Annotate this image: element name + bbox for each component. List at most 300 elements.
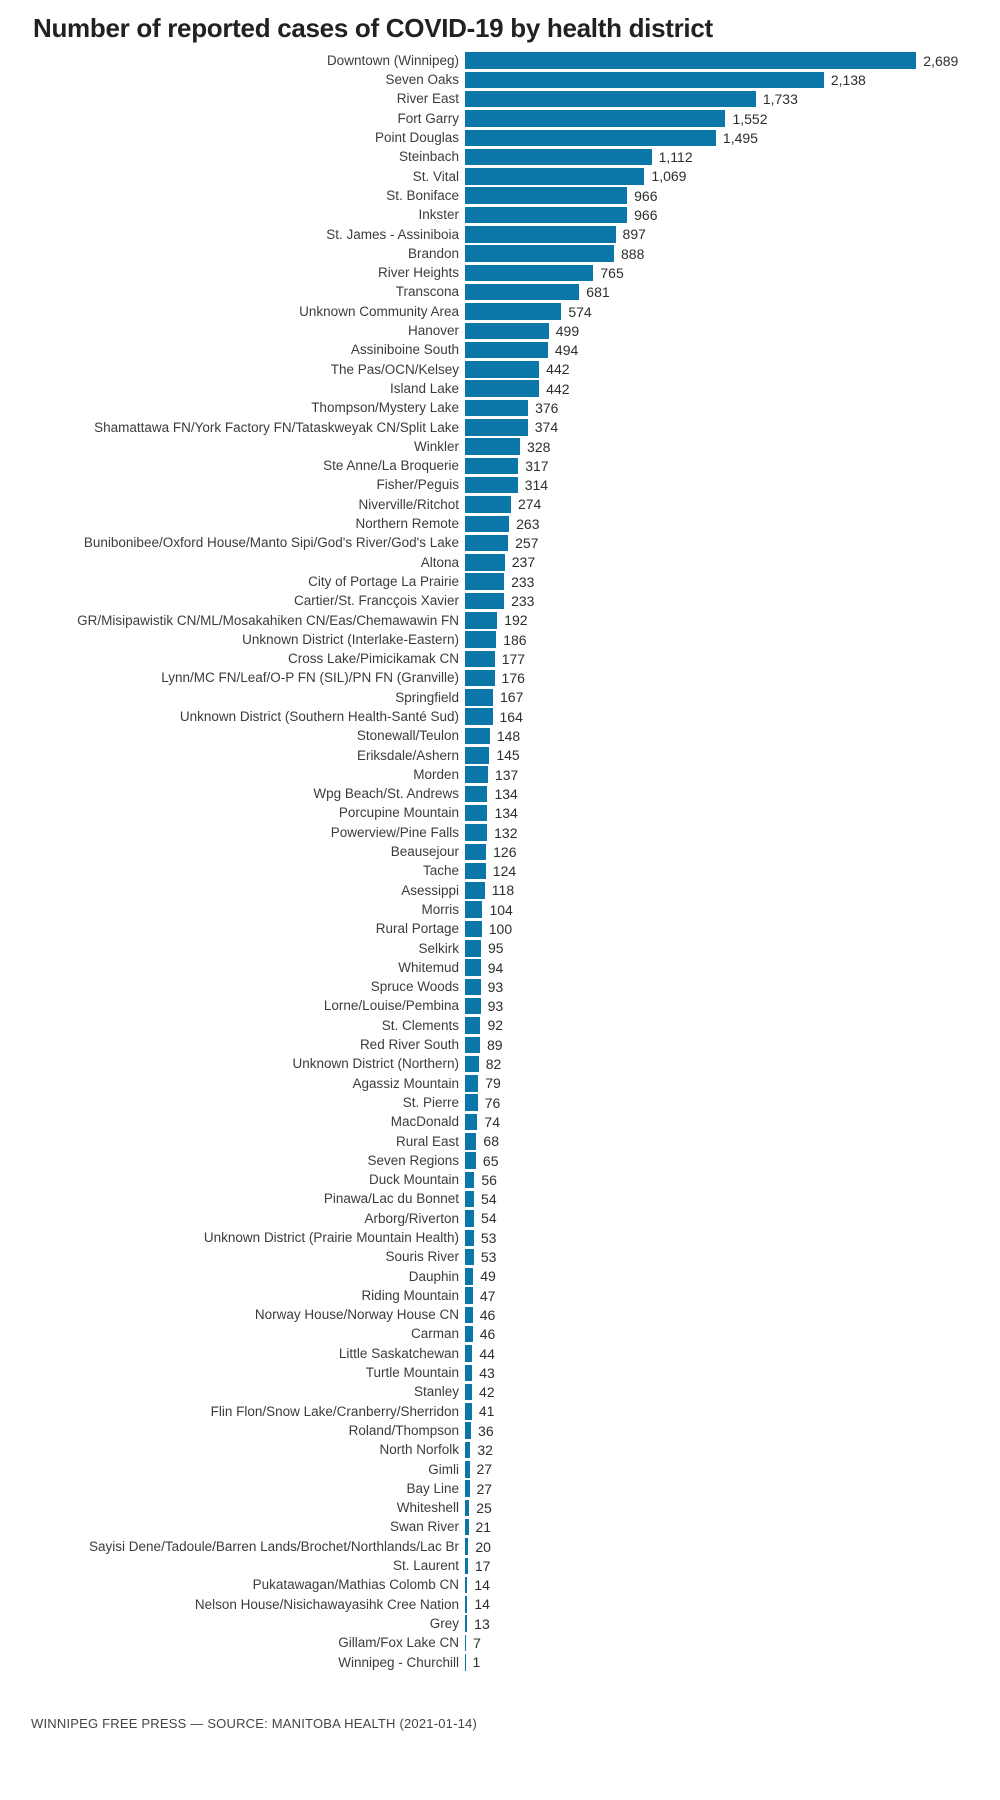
bar-cell <box>465 1382 495 1401</box>
chart-row <box>0 514 1000 533</box>
category-label: Winkler <box>413 438 459 454</box>
bar-cell <box>465 630 527 649</box>
bar-cell <box>465 1247 496 1266</box>
bar <box>465 1191 474 1208</box>
category-label: St. Laurent <box>392 1558 459 1574</box>
chart-row <box>0 340 1000 359</box>
chart-row <box>0 1112 1000 1131</box>
bar <box>465 940 481 957</box>
bar-cell <box>465 572 534 591</box>
value-label: 46 <box>479 1306 496 1323</box>
bar-cell <box>465 1575 490 1594</box>
bar-cell <box>465 688 523 707</box>
category-label: Fisher/Peguis <box>376 477 459 493</box>
value-label: 79 <box>485 1075 501 1092</box>
bar <box>465 1075 478 1092</box>
bar-cell <box>465 437 550 456</box>
value-label: 95 <box>487 940 504 957</box>
value-label: 94 <box>487 959 504 976</box>
chart-row <box>0 321 1000 340</box>
value-label: 442 <box>546 380 570 397</box>
category-label: Thompson/Mystery Lake <box>311 400 459 416</box>
value-label: 148 <box>496 728 521 745</box>
chart-row <box>0 302 1000 321</box>
chart-row <box>0 1054 1000 1073</box>
value-label: 89 <box>486 1036 503 1053</box>
bar <box>465 1558 468 1575</box>
category-label: Morden <box>413 766 459 782</box>
bar-cell <box>465 1170 497 1189</box>
category-label: St. Clements <box>381 1017 459 1033</box>
bar <box>465 1268 473 1285</box>
chart-row <box>0 1402 1000 1421</box>
category-label: City of Portage La Prairie <box>308 573 459 589</box>
value-label: 65 <box>482 1152 499 1169</box>
bar <box>465 1249 474 1266</box>
chart-row <box>0 1575 1000 1594</box>
bar <box>465 361 539 378</box>
category-label: Shamattawa FN/York Factory FN/Tataskweyak CN/Split Lake <box>94 419 459 435</box>
bar-cell <box>465 495 541 514</box>
category-label: Transcona <box>395 284 459 300</box>
category-label: Whiteshell <box>396 1500 459 1516</box>
bar-cell <box>465 553 535 572</box>
value-label: 68 <box>483 1133 499 1150</box>
bar <box>465 149 652 166</box>
category-label: Winnipeg - Churchill <box>338 1654 459 1670</box>
bar-cell <box>465 784 518 803</box>
bar-cell <box>465 1479 492 1498</box>
chart-row <box>0 128 1000 147</box>
bar-cell <box>465 939 504 958</box>
bar-cell <box>465 302 592 321</box>
chart-row <box>0 1518 1000 1537</box>
category-label: Gillam/Fox Lake CN <box>338 1635 459 1651</box>
chart-row <box>0 1305 1000 1324</box>
category-label: Springfield <box>395 689 459 705</box>
value-label: 176 <box>501 670 525 687</box>
chart-row <box>0 1016 1000 1035</box>
chart-row <box>0 167 1000 186</box>
category-label: Steinbach <box>398 149 459 165</box>
category-label: Stanley <box>413 1384 459 1400</box>
bar-cell <box>465 746 520 765</box>
bar-cell <box>465 958 503 977</box>
bar <box>465 535 508 552</box>
bar-cell <box>465 514 539 533</box>
value-label: 74 <box>484 1113 500 1130</box>
bar-cell <box>465 1112 500 1131</box>
bar <box>465 1230 474 1247</box>
bar-cell <box>465 804 518 823</box>
value-label: 134 <box>494 785 518 802</box>
category-label: St. Vital <box>412 168 459 184</box>
chart-row <box>0 1344 1000 1363</box>
category-label: Nelson House/Nisichawayasihk Cree Nation <box>194 1596 459 1612</box>
chart-row <box>0 1556 1000 1575</box>
chart-row <box>0 842 1000 861</box>
bar-cell <box>465 1421 494 1440</box>
chart-row <box>0 147 1000 166</box>
category-label: Asessippi <box>401 882 459 898</box>
chart-row <box>0 398 1000 417</box>
chart-row <box>0 90 1000 109</box>
bar-cell <box>465 1633 481 1652</box>
bar <box>465 631 496 648</box>
bar-cell <box>465 1093 500 1112</box>
category-label: St. James - Assiniboia <box>326 226 459 242</box>
chart-row <box>0 379 1000 398</box>
category-label: Seven Regions <box>367 1152 459 1168</box>
category-label: Lorne/Louise/Pembina <box>323 998 459 1014</box>
chart-row <box>0 456 1000 475</box>
value-label: 499 <box>555 322 580 339</box>
bar-cell <box>465 1267 496 1286</box>
chart-row <box>0 1209 1000 1228</box>
bar <box>465 1365 472 1382</box>
value-label: 46 <box>479 1326 496 1343</box>
chart-row <box>0 1074 1000 1093</box>
chart-row <box>0 186 1000 205</box>
value-label: 93 <box>487 978 504 995</box>
category-label: Unknown District (Northern) <box>292 1056 459 1072</box>
chart-row <box>0 591 1000 610</box>
bar-cell <box>465 726 520 745</box>
bar-cell <box>465 283 610 302</box>
bar <box>465 554 505 571</box>
bar <box>465 979 481 996</box>
chart-row <box>0 765 1000 784</box>
value-label: 20 <box>475 1538 491 1555</box>
value-label: 1 <box>472 1654 481 1671</box>
bar <box>465 728 490 745</box>
chart-row <box>0 225 1000 244</box>
bar <box>465 1654 466 1671</box>
bar-cell <box>465 456 549 475</box>
value-label: 14 <box>474 1596 490 1613</box>
bar-cell <box>465 881 514 900</box>
category-label: Carman <box>410 1326 459 1342</box>
category-label: River Heights <box>377 265 459 281</box>
category-label: St. Pierre <box>402 1094 459 1110</box>
chart-row <box>0 572 1000 591</box>
bar-cell <box>465 1325 495 1344</box>
value-label: 32 <box>477 1442 493 1459</box>
bar <box>465 786 487 803</box>
category-label: Selkirk <box>418 940 459 956</box>
bar-cell <box>465 1344 495 1363</box>
chart-row <box>0 649 1000 668</box>
value-label: 27 <box>476 1461 493 1478</box>
chart-row <box>0 977 1000 996</box>
value-label: 118 <box>491 882 515 899</box>
value-label: 36 <box>478 1422 494 1439</box>
category-label: Whitemud <box>398 959 459 975</box>
value-label: 100 <box>488 921 513 937</box>
category-label: Pinawa/Lac du Bonnet <box>323 1191 459 1207</box>
value-label: 1,112 <box>658 149 693 166</box>
bar-cell <box>465 70 866 89</box>
bar <box>465 419 528 436</box>
category-label: Beausejour <box>390 844 459 860</box>
value-label: 25 <box>476 1499 492 1516</box>
chart-row <box>0 437 1000 456</box>
category-label: Red River South <box>359 1037 459 1053</box>
bar-cell <box>465 128 758 147</box>
bar-cell <box>465 263 624 282</box>
value-label: 132 <box>494 824 518 841</box>
chart-row <box>0 418 1000 437</box>
bar-cell <box>465 1286 495 1305</box>
value-label: 442 <box>546 361 570 378</box>
value-label: 93 <box>487 998 504 1015</box>
chart-row <box>0 1537 1000 1556</box>
bar-cell <box>465 977 503 996</box>
bar <box>465 130 716 147</box>
bar <box>465 1442 470 1459</box>
chart-row <box>0 1228 1000 1247</box>
value-label: 177 <box>501 650 526 667</box>
bar <box>465 1307 473 1324</box>
bar <box>465 380 539 397</box>
bar-cell <box>465 1537 491 1556</box>
bar <box>465 284 579 301</box>
value-label: 134 <box>494 805 518 822</box>
category-label: Rural East <box>395 1133 459 1149</box>
bar <box>465 245 614 262</box>
value-label: 888 <box>621 245 645 262</box>
bar-cell <box>465 476 548 495</box>
bar-cell <box>465 591 534 610</box>
category-label: Grey <box>429 1615 459 1631</box>
bar-cell <box>465 1016 503 1035</box>
bar-cell <box>465 842 517 861</box>
bar-cell <box>465 244 644 263</box>
bar-cell <box>465 1190 497 1209</box>
bar <box>465 1326 473 1343</box>
chart-row <box>0 1267 1000 1286</box>
bar-cell <box>465 1556 490 1575</box>
bar <box>465 670 495 687</box>
bar-cell <box>465 379 570 398</box>
category-label: Downtown (Winnipeg) <box>326 52 459 68</box>
bar <box>465 72 824 89</box>
category-label: Agassiz Mountain <box>352 1075 459 1091</box>
chart-row <box>0 1247 1000 1266</box>
value-label: 314 <box>524 477 549 494</box>
chart-title: Number of reported cases of COVID-19 by health district <box>33 13 713 43</box>
bar-cell <box>465 1614 490 1633</box>
chart-row <box>0 533 1000 552</box>
bar-cell <box>465 398 558 417</box>
category-label: Assiniboine South <box>350 342 459 358</box>
bar <box>465 1094 478 1111</box>
bar <box>465 1403 472 1420</box>
value-label: 56 <box>481 1171 497 1188</box>
category-label: River East <box>396 91 459 107</box>
category-label: Rural Portage <box>375 921 459 937</box>
category-label: Point Douglas <box>374 130 459 146</box>
bar <box>465 651 495 668</box>
chart-row <box>0 707 1000 726</box>
bar-cell <box>465 649 525 668</box>
chart-row <box>0 1479 1000 1498</box>
bar <box>465 168 644 185</box>
value-label: 126 <box>493 843 517 860</box>
chart-row <box>0 205 1000 224</box>
value-label: 42 <box>479 1384 495 1401</box>
bar <box>465 52 916 69</box>
category-label: Hanover <box>407 323 459 339</box>
chart-row <box>0 476 1000 495</box>
category-label: Dauphin <box>408 1268 459 1284</box>
bar-cell <box>465 1209 497 1228</box>
value-label: 54 <box>481 1210 497 1227</box>
value-label: 317 <box>525 457 549 474</box>
bar <box>465 882 485 899</box>
value-label: 1,552 <box>732 110 768 127</box>
category-label: Souris River <box>385 1249 459 1265</box>
value-label: 233 <box>511 573 535 590</box>
category-label: Sayisi Dene/Tadoule/Barren Lands/Brochet/Northlands/Lac Br <box>89 1538 459 1554</box>
chart-row <box>0 746 1000 765</box>
chart-row <box>0 1132 1000 1151</box>
value-label: 494 <box>554 342 579 359</box>
bar <box>465 1172 474 1189</box>
chart-row <box>0 939 1000 958</box>
bar-cell <box>465 900 513 919</box>
value-label: 257 <box>515 535 539 552</box>
bar <box>465 110 725 127</box>
value-label: 1,069 <box>651 168 687 185</box>
value-label: 124 <box>492 863 517 880</box>
bar <box>465 593 504 610</box>
category-label: Unknown Community Area <box>299 303 459 319</box>
value-label: 192 <box>504 612 528 629</box>
bar <box>465 303 561 320</box>
value-label: 47 <box>479 1287 496 1304</box>
value-label: 53 <box>480 1249 497 1266</box>
category-label: Norway House/Norway House CN <box>254 1307 459 1323</box>
value-label: 49 <box>480 1268 496 1285</box>
category-label: Duck Mountain <box>368 1172 459 1188</box>
bar <box>465 689 493 706</box>
chart-row <box>0 1325 1000 1344</box>
category-label: Wpg Beach/St. Andrews <box>313 786 459 802</box>
value-label: 82 <box>485 1056 502 1073</box>
value-label: 54 <box>481 1191 497 1208</box>
chart-row <box>0 611 1000 630</box>
chart-row <box>0 823 1000 842</box>
category-label: Riding Mountain <box>361 1287 459 1303</box>
value-label: 137 <box>494 766 519 783</box>
category-label: Ste Anne/La Broquerie <box>323 458 459 474</box>
category-label: Eriksdale/Ashern <box>356 747 459 763</box>
category-label: Bay Line <box>406 1480 459 1496</box>
chart-row <box>0 1151 1000 1170</box>
category-label: Tache <box>422 863 459 879</box>
value-label: 7 <box>473 1634 481 1651</box>
bar <box>465 323 549 340</box>
value-label: 237 <box>511 554 536 571</box>
bar-cell <box>465 418 558 437</box>
bar <box>465 766 488 783</box>
chart-row <box>0 997 1000 1016</box>
chart-row <box>0 726 1000 745</box>
chart-row <box>0 1614 1000 1633</box>
bar-cell <box>465 51 958 70</box>
chart-row <box>0 630 1000 649</box>
bar-cell <box>465 1305 495 1324</box>
bar-cell <box>465 1132 499 1151</box>
bar-cell <box>465 611 528 630</box>
bar <box>465 1384 472 1401</box>
bar <box>465 1500 469 1517</box>
value-label: 2,689 <box>923 52 959 69</box>
bar <box>465 187 627 204</box>
value-label: 263 <box>516 515 540 532</box>
chart-row <box>0 1286 1000 1305</box>
bar-cell <box>465 225 646 244</box>
value-label: 21 <box>475 1519 492 1536</box>
value-label: 44 <box>479 1345 495 1362</box>
bar <box>465 959 481 976</box>
category-label: Swan River <box>389 1519 459 1535</box>
value-label: 43 <box>479 1364 495 1381</box>
value-label: 233 <box>511 592 535 609</box>
chart-row <box>0 1363 1000 1382</box>
category-label: Unknown District (Southern Health-Santé Sud) <box>179 708 459 724</box>
bar-cell <box>465 340 578 359</box>
bar-cell <box>465 861 516 880</box>
bar-cell <box>465 1035 503 1054</box>
category-label: Pukatawagan/Mathias Colomb CN <box>252 1577 459 1593</box>
chart-row <box>0 784 1000 803</box>
category-label: Fort Garry <box>397 110 459 126</box>
value-label: 374 <box>534 419 559 436</box>
category-label: Turtle Mountain <box>365 1365 459 1381</box>
bar-cell <box>465 321 579 340</box>
bar <box>465 1422 471 1439</box>
bar <box>465 1519 469 1536</box>
bar <box>465 226 616 243</box>
bar-cell <box>465 1054 501 1073</box>
category-label: Little Saskatchewan <box>338 1345 459 1361</box>
bar <box>465 91 756 108</box>
bar <box>465 1133 476 1150</box>
value-label: 966 <box>634 187 658 204</box>
category-label: Stonewall/Teulon <box>356 728 459 744</box>
bar-cell <box>465 707 523 726</box>
bar <box>465 1017 480 1034</box>
bar <box>465 612 497 629</box>
chart-row <box>0 244 1000 263</box>
bar <box>465 1615 467 1632</box>
category-label: St. Boniface <box>386 187 459 203</box>
bar-cell <box>465 109 768 128</box>
bar <box>465 477 518 494</box>
chart-row <box>0 1440 1000 1459</box>
chart-row <box>0 70 1000 89</box>
value-label: 167 <box>500 689 524 706</box>
chart-row <box>0 1595 1000 1614</box>
category-label: Inkster <box>418 207 459 223</box>
bar-cell <box>465 1595 490 1614</box>
category-label: The Pas/OCN/Kelsey <box>330 361 459 377</box>
bar-cell <box>465 1228 496 1247</box>
bar <box>465 921 482 938</box>
bar-cell <box>465 919 512 938</box>
